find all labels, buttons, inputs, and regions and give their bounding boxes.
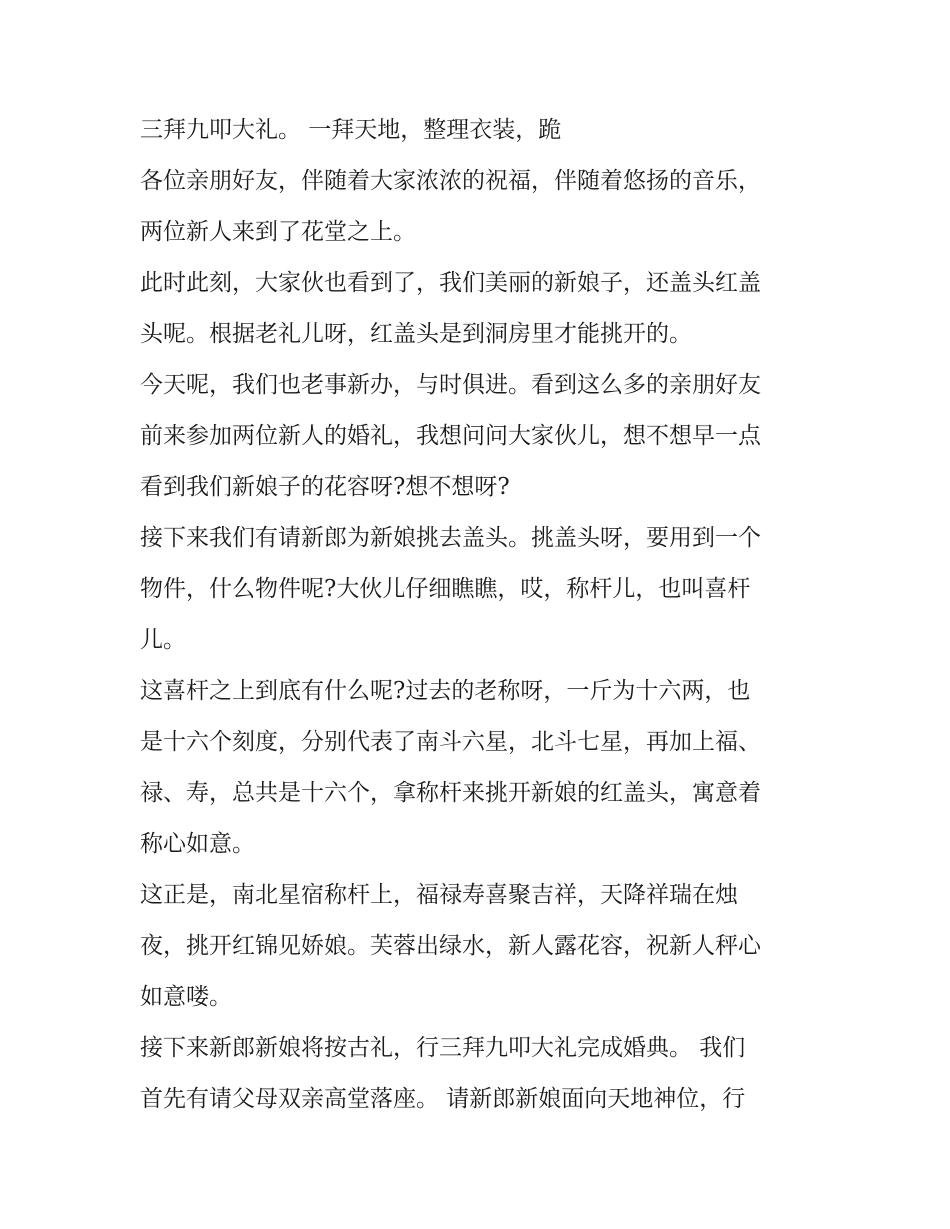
text-line: 首先有请父母双亲高堂落座。 请新郎新娘面向天地神位，行 xyxy=(140,1086,746,1112)
text-line: 接下来我们有请新郎为新娘挑去盖头。挑盖头呀，要用到一个 xyxy=(140,525,761,551)
text-line: 看到我们新娘子的花容呀?想不想呀? xyxy=(140,474,510,500)
text-line: 三拜九叩大礼。 一拜天地，整理衣装，跪 xyxy=(140,117,562,143)
text-line: 夜，挑开红锦见娇娘。芙蓉出绿水，新人露花容，祝新人秤心 xyxy=(140,933,761,959)
text-line: 儿。 xyxy=(140,627,186,653)
text-line: 禄、寿，总共是十六个，拿称杆来挑开新娘的红盖头，寓意着 xyxy=(140,780,761,806)
text-line: 是十六个刻度，分别代表了南斗六星，北斗七星，再加上福、 xyxy=(140,729,761,755)
document-body xyxy=(140,110,820,1130)
text-line: 今天呢，我们也老事新办，与时俱进。看到这么多的亲朋好友 xyxy=(140,372,761,398)
text-line: 称心如意。 xyxy=(140,831,255,857)
text-line: 这正是，南北星宿称杆上，福禄寿喜聚吉祥，天降祥瑞在烛 xyxy=(140,882,738,908)
text-line: 这喜杆之上到底有什么呢?过去的老称呀，一斤为十六两，也 xyxy=(140,678,751,704)
text-line: 两位新人来到了花堂之上。 xyxy=(140,219,416,245)
text-line: 物件，什么物件呢?大伙儿仔细瞧瞧，哎，称杆儿，也叫喜杆 xyxy=(140,576,751,602)
text-line: 头呢。根据老礼儿呀，红盖头是到洞房里才能挑开的。 xyxy=(140,321,692,347)
text-line: 各位亲朋好友，伴随着大家浓浓的祝福，伴随着悠扬的音乐， xyxy=(140,168,761,194)
text-line: 如意喽。 xyxy=(140,984,232,1010)
text-line: 接下来新郎新娘将按古礼，行三拜九叩大礼完成婚典。 我们 xyxy=(140,1035,746,1061)
text-line: 前来参加两位新人的婚礼，我想问问大家伙儿，想不想早一点 xyxy=(140,423,761,449)
text-line: 此时此刻，大家伙也看到了，我们美丽的新娘子，还盖头红盖 xyxy=(140,270,761,296)
